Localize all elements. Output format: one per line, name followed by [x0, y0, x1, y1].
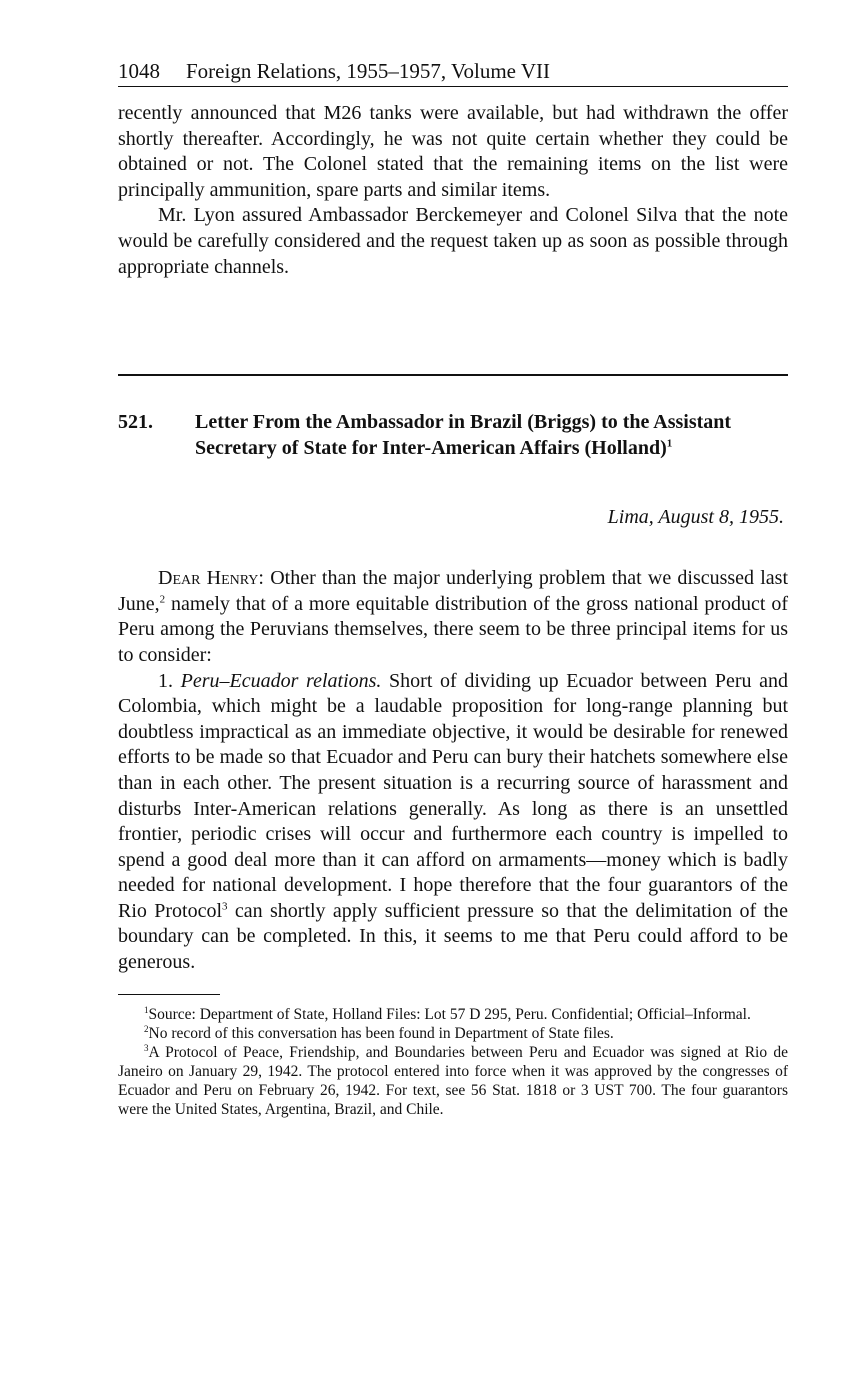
page-number: 1048 [118, 59, 160, 83]
paragraph-text: Short of dividing up Ecuador between Peru and Colombia, which might be a laudable proposition for long-range planning but doubtless impractical as an immediate objective, it would be desirable for renewed efforts to be made so that Ecuador and Peru can bury their hatchets somewhere else than in each other. The present situation is a recurring source of harassment and disturbs Inter-American relations generally. As long as there is an unsettled frontier, periodic crises will occur and furthermore each country is impelled to spend a good deal more than it can afford on armaments—money which is badly needed for national development. I hope therefore that the four guarantors of the Rio Protocol [118, 669, 788, 922]
running-header [118, 58, 788, 87]
paragraph: Mr. Lyon assured Ambassador Berckemeyer and Colonel Silva that the note would be carefully considered and the request taken up as soon as possible through appropriate channels. [118, 204, 788, 278]
footnote [118, 1024, 788, 1043]
footnote-ref: 3 [222, 900, 228, 913]
document-title-text: Letter From the Ambassador in Brazil (Briggs) to the Assistant Secretary of State for Inter-American Affairs (Holland) [195, 411, 732, 459]
salutation: Dear Henry: [158, 567, 264, 590]
letter-body [118, 566, 788, 976]
item-number: 1. [158, 669, 181, 692]
footnote-text: A Protocol of Peace, Friendship, and Boundaries between Peru and Ecuador was signed at Rio de Janeiro on January 29, 1942. The protocol entered into force when it was approved by the congresses of Ecuador and Peru on February 26, 1942. For text, see 56 Stat. 1818 or 3 UST 700. The four guarantors were the United States, Argentina, Brazil, and Chile. [118, 1043, 788, 1118]
paragraph-text: namely that of a more equitable distribution of the gross national product of Peru among the Peruvians themselves, there seem to be three principal items for us to consider: [118, 592, 789, 666]
document-number: 521. [118, 411, 153, 434]
footnote-mark: 3 [144, 1042, 149, 1053]
footnotes [118, 1005, 788, 1119]
paragraph [118, 566, 788, 668]
footnote [118, 1043, 788, 1119]
dateline: Lima, August 8, 1955. [607, 506, 784, 529]
document-title [195, 410, 788, 461]
section-divider [118, 374, 788, 376]
paragraph-text: can shortly apply sufficient pressure so that the delimitation of the boundary can be completed. In this, it seems to me that Peru could afford to be generous. [118, 899, 788, 974]
footnote-ref: 2 [159, 593, 166, 606]
document-heading [118, 410, 788, 461]
paragraph: recently announced that M26 tanks were available, but had withdrawn the offer shortly thereafter. Accordingly, he was not quite certain whether they could be obtained or not. The Colonel stated that the remaining items on the list were principally ammunition, spare parts and similar items. [118, 102, 788, 201]
footnote-divider [118, 994, 220, 995]
continued-text [118, 101, 788, 280]
footnote-mark: 1 [144, 1004, 149, 1015]
footnote-ref: 1 [666, 437, 673, 449]
footnote-text: No record of this conversation has been found in Department of State files. [148, 1024, 614, 1042]
footnote-mark: 2 [144, 1023, 149, 1034]
item-heading: Peru–Ecuador relations. [180, 669, 382, 692]
document-page [118, 58, 788, 1119]
series-title: Foreign Relations, 1955–1957, Volume VII [186, 59, 550, 83]
paragraph [118, 669, 788, 976]
footnote-text: Source: Department of State, Holland Files: Lot 57 D 295, Peru. Confidential; Official–Informal. [148, 1005, 751, 1023]
paragraph-text: Other than the major underlying problem that we discussed last June, [118, 567, 789, 615]
footnote [118, 1005, 788, 1024]
